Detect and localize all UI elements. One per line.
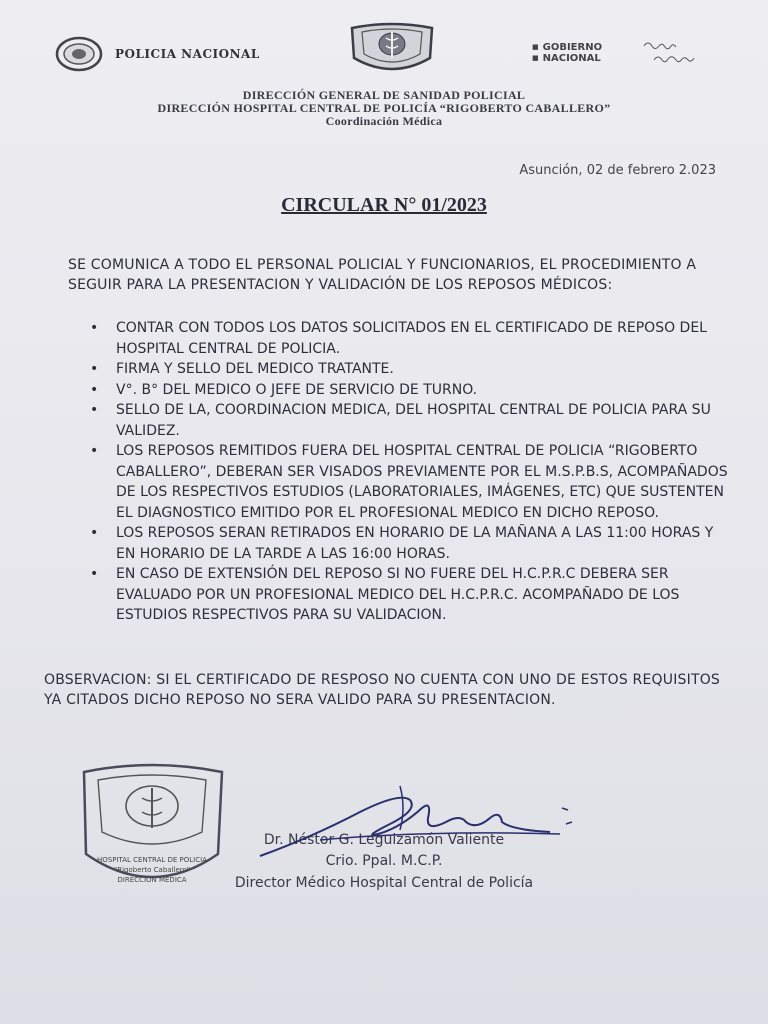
stamp-line-3: DIRECCION MEDICA — [117, 876, 187, 884]
institution-line-3: Coordinación Médica — [325, 114, 443, 128]
sanidad-policial-crest-icon — [346, 20, 438, 76]
circular-title: CIRCULAR N° 01/2023 — [281, 194, 487, 216]
list-item: • LOS REPOSOS SERAN RETIRADOS EN HORARIO DE LA MAÑANA A LAS 11:00 HORAS Y EN HORARIO DE LA TARDE A LAS 16:00 HORAS. — [88, 523, 728, 564]
signer-rank: Crio. Ppal. M.C.P. — [325, 853, 443, 869]
gobierno-nacional-label — [532, 42, 602, 64]
list-item: • SELLO DE LA, COORDINACION MEDICA, DEL HOSPITAL CENTRAL DE POLICIA PARA SU VALIDEZ. — [88, 400, 728, 441]
stamp-line-1: HOSPITAL CENTRAL DE POLICIA — [97, 856, 207, 864]
observation-note: OBSERVACION: SI EL CERTIFICADO DE RESPOSO NO CUENTA CON UNO DE ESTOS REQUISITOS YA CITADOS DICHO REPOSO NO SERA VALIDO PARA SU PRESENTACION. — [44, 672, 721, 708]
signer-position: Director Médico Hospital Central de Policía — [234, 875, 534, 891]
list-item: • V°. B° DEL MEDICO O JEFE DE SERVICIO DE TURNO. — [88, 380, 728, 401]
list-item: • FIRMA Y SELLO DEL MEDICO TRATANTE. — [88, 359, 728, 380]
circular-intro: SE COMUNICA A TODO EL PERSONAL POLICIAL Y FUNCIONARIOS, EL PROCEDIMIENTO A SEGUIR PARA LA PRESENTACION Y VALIDACIÓN DE LOS REPOSOS MÉDICOS: — [68, 257, 697, 293]
list-item: • LOS REPOSOS REMITIDOS FUERA DEL HOSPITAL CENTRAL DE POLICIA “RIGOBERTO CABALLERO”, DEBERAN SER VISADOS PREVIAMENTE POR EL M.S.P.B.S, ACOMPAÑADOS DE LOS RESPECTIVOS ESTUDIOS (LABORATORIALES, IMÁGENES, ETC) QUE SUSTENTEN EL DIAGNOSTICO EMITIDO POR EL PROFESIONAL MEDICO EN DICHO REPOSO. — [88, 441, 728, 523]
paraguay-de-la-gente-logo — [640, 38, 720, 68]
stamp-line-2: "Rigoberto Caballero" — [114, 866, 190, 874]
policia-nacional-label: POLICIA NACIONAL — [115, 47, 260, 61]
institution-line-2: DIRECCIÓN HOSPITAL CENTRAL DE POLICÍA “RIGOBERTO CABALLERO” — [157, 101, 611, 115]
requirements-list — [88, 318, 728, 626]
nacional-line: ■ NACIONAL — [532, 53, 602, 64]
signer-name: Dr. Néstor G. Leguizamón Valiente — [263, 832, 505, 848]
institution-line-1: DIRECCIÓN GENERAL DE SANIDAD POLICIAL — [242, 88, 526, 102]
policia-nacional-emblem-icon — [55, 36, 103, 72]
handwritten-signature — [250, 778, 580, 868]
document-date: Asunción, 02 de febrero 2.023 — [519, 163, 716, 178]
list-item: • EN CASO DE EXTENSIÓN DEL REPOSO SI NO FUERE DEL H.C.P.R.C DEBERA SER EVALUADO POR UN PROFESIONAL MEDICO DEL H.C.P.R.C. ACOMPAÑADO DE LOS ESTUDIOS RESPECTIVOS PARA SU VALIDACION. — [88, 564, 728, 626]
gobierno-line: ■ GOBIERNO — [532, 42, 602, 53]
list-item: • CONTAR CON TODOS LOS DATOS SOLICITADOS EN EL CERTIFICADO DE REPOSO DEL HOSPITAL CENTRAL DE POLICIA. — [88, 318, 728, 359]
